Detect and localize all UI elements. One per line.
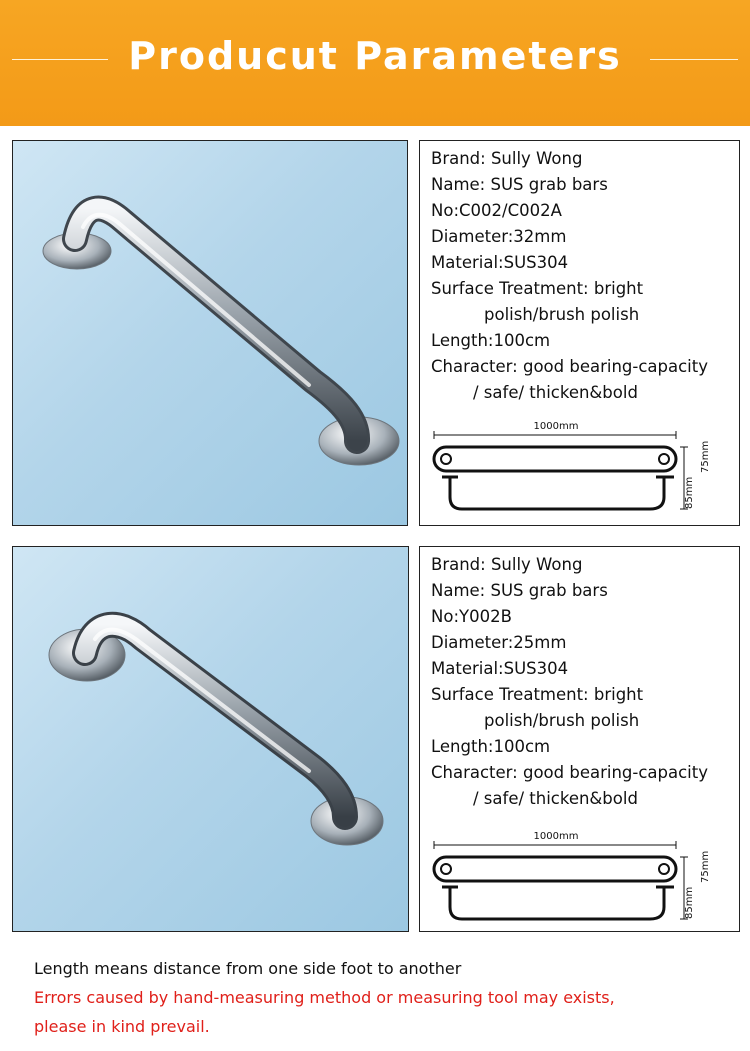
spec-length: Length:100cm (431, 331, 551, 350)
spec-material: Material:SUS304 (431, 253, 569, 272)
dimension-height-label-75: 75mm (700, 850, 711, 883)
spec-diameter: Diameter:25mm (431, 633, 567, 652)
header-rule-right (650, 59, 738, 60)
dimension-length-label: 1000mm (533, 831, 579, 842)
footer-notes (34, 954, 615, 1041)
spec-material: Material:SUS304 (431, 659, 569, 678)
product-photo-1 (12, 140, 408, 526)
spec-surface-treatment-cont: polish/brush polish (484, 711, 640, 730)
dimension-height-label-85: 85mm (684, 886, 695, 919)
spec-character-cont: / safe/ thicken&bold (473, 789, 638, 808)
spec-character: Character: good bearing-capacity (431, 357, 709, 376)
dimension-diagram-2 (428, 823, 732, 927)
dimension-height-label-85: 85mm (684, 476, 695, 509)
spec-panel-1 (419, 140, 740, 526)
dimension-height-label-75: 75mm (700, 440, 711, 473)
spec-surface-treatment: Surface Treatment: bright (431, 279, 644, 298)
note-kind-prevail: please in kind prevail. (34, 1017, 210, 1036)
spec-model-number: No:Y002B (431, 607, 512, 626)
spec-diameter: Diameter:32mm (431, 227, 567, 246)
spec-length: Length:100cm (431, 737, 551, 756)
spec-brand: Brand: Sully Wong (431, 149, 583, 168)
spec-name: Name: SUS grab bars (431, 175, 608, 194)
dimension-length-label: 1000mm (533, 421, 579, 432)
spec-surface-treatment-cont: polish/brush polish (484, 305, 640, 324)
spec-model-number: No:C002/C002A (431, 201, 562, 220)
dimension-diagram-1 (428, 413, 732, 517)
spec-brand: Brand: Sully Wong (431, 555, 583, 574)
spec-surface-treatment: Surface Treatment: bright (431, 685, 644, 704)
spec-panel-2 (419, 546, 740, 932)
spec-name: Name: SUS grab bars (431, 581, 608, 600)
page-title: Producut Parameters (128, 34, 622, 78)
spec-character-cont: / safe/ thicken&bold (473, 383, 638, 402)
product-photo-2 (12, 546, 409, 932)
spec-character: Character: good bearing-capacity (431, 763, 709, 782)
header-banner (0, 0, 750, 126)
note-measurement-error: Errors caused by hand-measuring method or measuring tool may exists, (34, 988, 615, 1007)
note-length-definition: Length means distance from one side foot to another (34, 959, 462, 978)
